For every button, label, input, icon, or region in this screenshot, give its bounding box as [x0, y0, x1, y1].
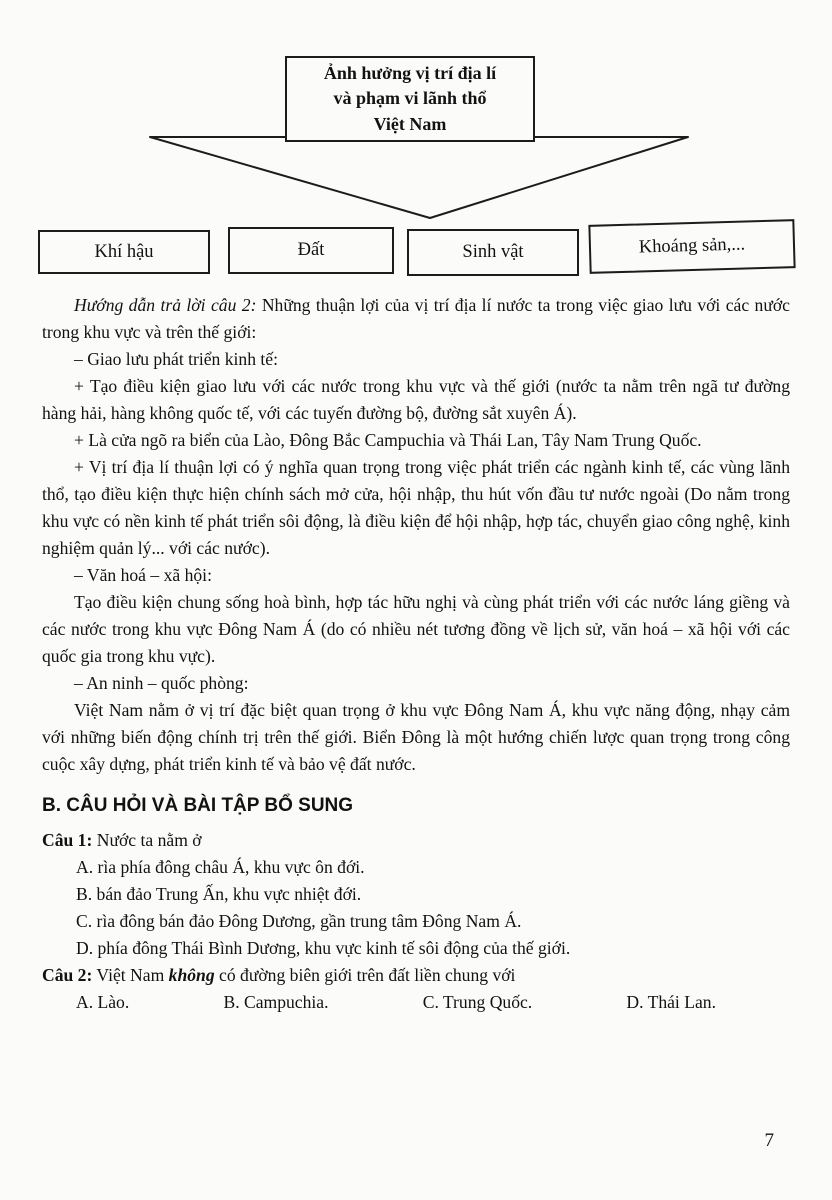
question-1-text: Nước ta nằm ở	[92, 830, 202, 850]
paragraph: – Giao lưu phát triển kinh tế:	[74, 349, 279, 369]
page-number: 7	[764, 1130, 774, 1151]
question-1-option-a: A. rìa phía đông châu Á, khu vực ôn đới.	[76, 857, 365, 877]
question-2-option-a: A. Lào.	[76, 992, 130, 1012]
question-1-label: Câu 1:	[42, 830, 93, 850]
down-arrow-icon	[136, 133, 696, 225]
question-1-option-b: B. bán đảo Trung Ấn, khu vực nhiệt đới.	[76, 884, 362, 904]
question-2-option-b: B. Campuchia.	[223, 992, 329, 1012]
paragraph: – Văn hoá – xã hội:	[74, 565, 212, 585]
diagram-box-label: Khí hậu	[94, 241, 154, 262]
answer-guide-lead-paragraph	[42, 292, 790, 346]
diagram-box-climate	[38, 230, 210, 274]
diagram-title-line-2: và phạm vi lãnh thổ	[333, 88, 487, 109]
answer-guide-lead: Hướng dẫn trả lời câu 2:	[74, 295, 257, 315]
question-2-post: có đường biên giới trên đất liền chung với	[214, 965, 516, 985]
diagram-box-label: Khoáng sản,...	[638, 234, 746, 258]
answer-guide-lead-rest: Những thuận lợi của vị trí địa lí nước ta trong việc giao lưu với các nước trong khu vực và trên thế giới:	[42, 295, 790, 342]
question-2-option-c: C. Trung Quốc.	[422, 992, 533, 1012]
diagram-box-label: Đất	[297, 240, 325, 260]
paragraph: + Tạo điều kiện giao lưu với các nước trong khu vực và thế giới (nước ta nằm trên ngã tư đường hàng hải, hàng không quốc tế, với các tuyến đường bộ, đường sắt xuyên Á).	[42, 376, 790, 423]
diagram-title-line-3: Việt Nam	[373, 113, 447, 134]
diagram-box-organisms	[407, 229, 579, 276]
question-2-option-d: D. Thái Lan.	[626, 992, 716, 1012]
diagram-title-line-1: Ảnh hưởng vị trí địa lí	[323, 63, 497, 84]
paragraph: + Là cửa ngõ ra biển của Lào, Đông Bắc Campuchia và Thái Lan, Tây Nam Trung Quốc.	[74, 430, 702, 450]
question-2-options	[76, 989, 716, 1016]
question-2-label: Câu 2:	[42, 965, 93, 985]
paragraph: Việt Nam nằm ở vị trí đặc biệt quan trọng ở khu vực Đông Nam Á, khu vực năng động, nhạy cảm với những biến động chính trị trên thế giới. Biển Đông là một hướng chiến lược quan trọng trong công cuộc xây dựng, phát triển kinh tế và bảo vệ đất nước.	[42, 700, 790, 774]
question-1	[42, 827, 790, 854]
paragraph: – An ninh – quốc phòng:	[74, 673, 249, 693]
question-2-pre: Việt Nam	[92, 965, 169, 985]
question-1-option-c: C. rìa đông bán đảo Đông Dương, gần trung tâm Đông Nam Á.	[76, 911, 522, 931]
paragraph: Tạo điều kiện chung sống hoà bình, hợp tác hữu nghị và cùng phát triển với các nước láng giềng và các nước trong khu vực Đông Nam Á (do có nhiều nét tương đồng về lịch sử, văn hoá – xã hội với các quốc gia trong khu vực).	[42, 592, 790, 666]
diagram-box-soil	[228, 227, 394, 274]
question-2-emphasis: không	[168, 965, 215, 985]
diagram-box-minerals	[588, 219, 795, 274]
question-2	[42, 962, 790, 989]
paragraph: + Vị trí địa lí thuận lợi có ý nghĩa quan trọng trong việc phát triển các ngành kinh tế, các vùng lãnh thổ, tạo điều kiện thực hiện chính sách mở cửa, hội nhập, thu hút vốn đầu tư nước ngoài (Do nằm trong khu vực có nền kinh tế phát triển sôi động, là điều kiện để hội nhập, hợp tác, chuyển giao công nghệ, kinh nghiệm quản lý... với các nước).	[42, 457, 790, 558]
diagram-box-label: Sinh vật	[462, 242, 524, 262]
page-content	[42, 292, 790, 1016]
diagram-title-box	[285, 56, 535, 142]
section-b-heading: B. CÂU HỎI VÀ BÀI TẬP BỔ SUNG	[42, 795, 354, 816]
question-1-option-d: D. phía đông Thái Bình Dương, khu vực kinh tế sôi động của thế giới.	[76, 938, 571, 958]
influence-diagram	[0, 0, 832, 290]
